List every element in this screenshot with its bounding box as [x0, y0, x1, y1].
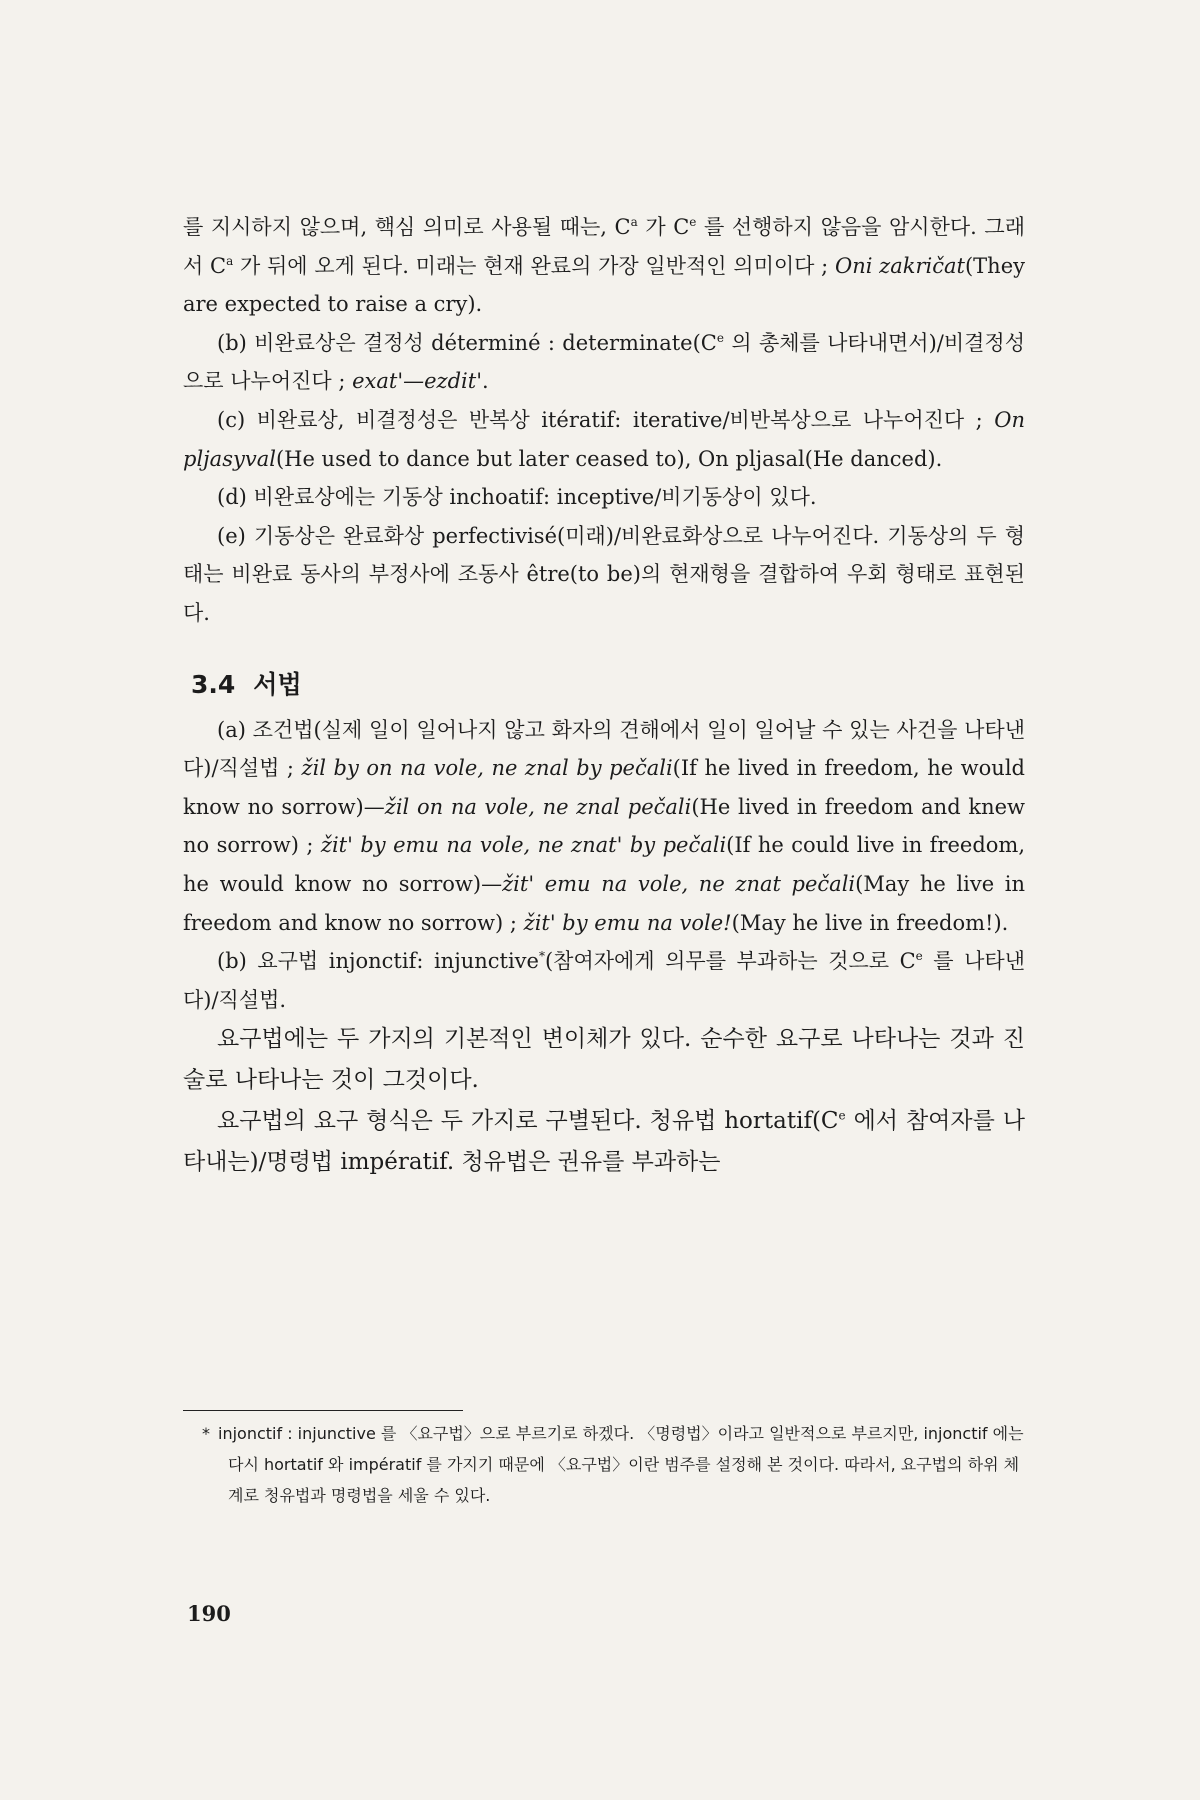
- paragraph-e: [183, 517, 1025, 633]
- text: 가 뒤에 오게 된다. 미래는 현재 완료의 가장 일반적인 의미이다 ;: [233, 253, 835, 278]
- text: 를 선행하지 않음을 암시한다. 그래서 C: [183, 215, 1025, 278]
- text: 의 총체를 나타내면서)/비결정성으로 나누어진다 ;: [183, 330, 1025, 394]
- text: (If he lived in freedom, he would know no sorrow)—: [183, 756, 1025, 819]
- paragraph-c: [183, 401, 1025, 478]
- section-title: 서법: [253, 669, 302, 699]
- paragraph-variants: [183, 1019, 1025, 1101]
- text: (They are expected to raise a cry).: [183, 253, 1025, 317]
- example-text: žil on na vole, ne znal pečali: [384, 794, 692, 819]
- text: (d) 비완료상에는 기동상 inchoatif: inceptive/비기동상이 있다.: [217, 485, 817, 510]
- example-text: žit' by emu na vole, ne znat' by pečali: [320, 833, 727, 858]
- footnote-reference: *: [538, 949, 545, 964]
- superscript: e: [915, 949, 923, 964]
- text: (He used to dance but later ceased to), On pljasal(He danced).: [275, 446, 943, 471]
- footnote-text: injonctif : injunctive 를 〈요구법〉으로 부르기로 하겠다. 〈명령법〉이라고 일반적으로 부르지만, injonctif 에는 다시 hortatif 와 impératif 를 가지기 때문에 〈요구법〉이란 범주를 설정해 본 것이다. 따라서, 요구법의 하위 체계로 청유법과 명령법을 세울 수 있다.: [218, 1424, 1024, 1505]
- text: (If he could live in freedom, he would know no sorrow)—: [183, 833, 1026, 896]
- superscript: e: [838, 1108, 846, 1123]
- example-text: žit' emu na vole, ne znat pečali: [502, 871, 856, 896]
- paragraph-d: [183, 478, 1025, 517]
- text: (b) 요구법 injonctif: injunctive: [217, 949, 539, 974]
- footnote-divider: [183, 1410, 463, 1411]
- superscript: a: [226, 253, 234, 268]
- footnote-mark: *: [202, 1424, 210, 1443]
- example-text: Oni zakričat: [834, 253, 965, 278]
- text: 를 지시하지 않으며, 핵심 의미로 사용될 때는, C: [183, 215, 631, 239]
- text: (May he live in freedom!).: [731, 910, 1009, 935]
- text: (참여자에게 의무를 부과하는 것으로 C: [544, 949, 916, 974]
- page-number: 190: [187, 1601, 231, 1626]
- paragraph-continued: [183, 208, 1025, 324]
- example-text: žil by on na vole, ne znal by pečali: [301, 756, 673, 781]
- text: (c) 비완료상, 비결정성은 반복상 itératif: iterative/비반복상으로 나누어진다 ;: [217, 407, 995, 432]
- text: (a) 조건법(실제 일이 일어나지 않고 화자의 견해에서 일이 일어날 수 있는 사건을 나타낸다)/직설법 ;: [183, 717, 1025, 781]
- footnote: [202, 1418, 1024, 1511]
- superscript: e: [716, 330, 724, 345]
- section-number: 3.4: [191, 669, 236, 699]
- text: (He lived in freedom and knew no sorrow) ;: [183, 794, 1026, 858]
- text: 를 나타낸다)/직설법.: [183, 949, 1025, 1012]
- paragraph-a-conditional: [183, 711, 1025, 943]
- text: (e) 기동상은 완료화상 perfectivisé(미래)/비완료화상으로 나누어진다. 기동상의 두 형태는 비완료 동사의 부정사에 조동사 être(to be)의 현재형을 결합하여 우회 형태로 표현된다.: [183, 523, 1025, 625]
- text: 가 C: [637, 215, 690, 239]
- example-text: On pljasyval: [183, 407, 1025, 471]
- text: .: [481, 369, 489, 394]
- example-text: žit' by emu na vole!: [523, 910, 732, 935]
- superscript: a: [630, 215, 638, 229]
- paragraph-b-injunctive: [183, 942, 1025, 1019]
- page-body: [183, 208, 1025, 1183]
- paragraph-forms: [183, 1101, 1025, 1183]
- superscript: e: [689, 215, 697, 229]
- text: 요구법의 요구 형식은 두 가지로 구별된다. 청유법 hortatif(C: [217, 1108, 839, 1135]
- text: (May he live in freedom and know no sorrow) ;: [183, 871, 1025, 935]
- paragraph-b: [183, 324, 1025, 401]
- section-gap: [183, 633, 1025, 663]
- example-text: exat'—ezdit': [352, 369, 482, 394]
- text: (b) 비완료상은 결정성 déterminé : determinate(C: [217, 330, 717, 355]
- section-heading: [191, 663, 1025, 707]
- text: 에서 참여자를 나타내는)/명령법 impératif. 청유법은 권유를 부과하는: [183, 1108, 1025, 1176]
- text: 요구법에는 두 가지의 기본적인 변이체가 있다. 순수한 요구로 나타나는 것과 진술로 나타나는 것이 그것이다.: [183, 1026, 1025, 1094]
